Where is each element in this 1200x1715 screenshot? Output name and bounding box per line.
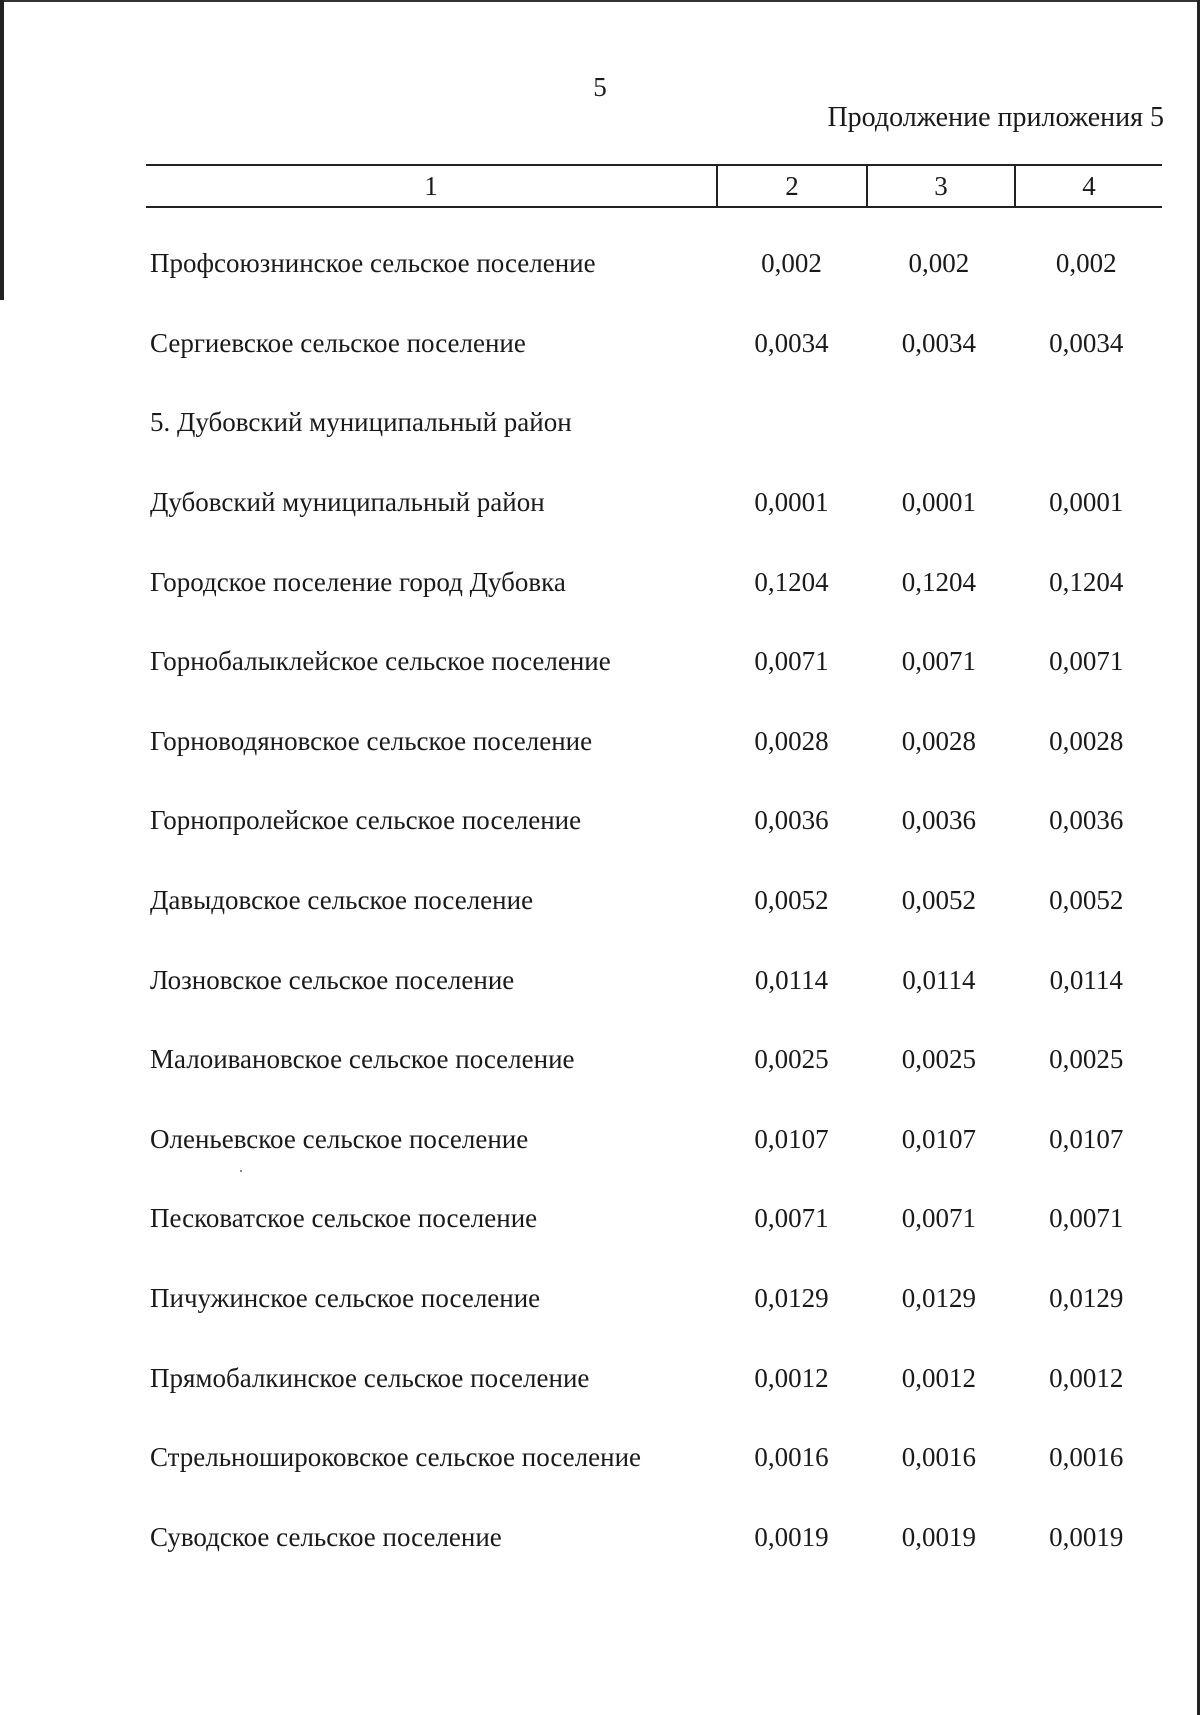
row-name: Городское поселение город Дубовка bbox=[150, 566, 566, 597]
row-name: Малоивановское сельское поселение bbox=[150, 1044, 575, 1075]
row-value-col4: 0,1204 bbox=[1049, 566, 1124, 597]
row-name: Горнобалыклейское сельское поселение bbox=[150, 646, 611, 677]
section-heading-row bbox=[150, 383, 1160, 463]
row-value-col4: 0,0107 bbox=[1049, 1123, 1124, 1154]
header-col-1: 1 bbox=[424, 170, 438, 201]
row-value-col3: 0,0107 bbox=[901, 1123, 976, 1154]
table-row bbox=[150, 463, 1160, 543]
row-name: Суводское сельское поселение bbox=[150, 1521, 502, 1552]
row-value-col2: 0,0107 bbox=[754, 1123, 829, 1154]
row-name: Давыдовское сельское поселение bbox=[150, 885, 534, 916]
table-row bbox=[150, 940, 1160, 1020]
table-header bbox=[146, 164, 1162, 208]
row-value-col2: 0,1204 bbox=[754, 566, 829, 597]
row-value-col4: 0,002 bbox=[1055, 248, 1117, 279]
row-value-col2: 0,0012 bbox=[754, 1362, 829, 1393]
row-name: Горнопролейское сельское поселение bbox=[150, 805, 582, 836]
row-value-col3: 0,1204 bbox=[901, 566, 976, 597]
row-value-col4: 0,0001 bbox=[1049, 487, 1124, 518]
row-value-col4: 0,0071 bbox=[1049, 1203, 1124, 1234]
row-name: Профсоюзнинское сельское поселение bbox=[150, 248, 596, 279]
continuation-label: Продолжение приложения 5 bbox=[827, 102, 1164, 133]
row-value-col2: 0,0016 bbox=[754, 1442, 829, 1473]
table-body bbox=[150, 224, 1160, 1577]
table-row bbox=[150, 304, 1160, 384]
row-value-col2: 0,0034 bbox=[754, 327, 829, 358]
row-value-col4: 0,0071 bbox=[1049, 646, 1124, 677]
row-value-col3: 0,002 bbox=[908, 248, 970, 279]
section-heading: 5. Дубовский муниципальный район bbox=[150, 407, 572, 438]
row-value-col3: 0,0028 bbox=[901, 725, 976, 756]
row-value-col4: 0,0052 bbox=[1049, 885, 1124, 916]
row-name: Горноводяновское сельское поселение bbox=[150, 725, 593, 756]
row-value-col4: 0,0025 bbox=[1049, 1044, 1124, 1075]
scan-edge-left bbox=[0, 0, 4, 300]
row-value-col2: 0,0071 bbox=[754, 1203, 829, 1234]
row-value-col4: 0,0114 bbox=[1049, 964, 1123, 995]
row-value-col3: 0,0019 bbox=[901, 1521, 976, 1552]
row-value-col2: 0,0129 bbox=[754, 1283, 829, 1314]
row-value-col2: 0,0036 bbox=[754, 805, 829, 836]
row-value-col4: 0,0016 bbox=[1049, 1442, 1124, 1473]
table-row bbox=[150, 1100, 1160, 1180]
row-value-col3: 0,0012 bbox=[901, 1362, 976, 1393]
row-name: Оленьевское сельское поселение bbox=[150, 1123, 529, 1154]
row-name: Прямобалкинское сельское поселение bbox=[150, 1362, 590, 1393]
row-value-col3: 0,0016 bbox=[901, 1442, 976, 1473]
row-name: Песковатское сельское поселение bbox=[150, 1203, 538, 1234]
scan-edge-top bbox=[0, 0, 1200, 2]
row-value-col3: 0,0036 bbox=[901, 805, 976, 836]
row-value-col4: 0,0036 bbox=[1049, 805, 1124, 836]
row-name: Стрельноширoковское сельское поселение bbox=[150, 1442, 642, 1473]
table-row bbox=[150, 1259, 1160, 1339]
row-value-col3: 0,0052 bbox=[901, 885, 976, 916]
row-value-col2: 0,0019 bbox=[754, 1521, 829, 1552]
page-number: 5 bbox=[593, 72, 607, 102]
table-row bbox=[150, 224, 1160, 304]
row-value-col3: 0,0071 bbox=[901, 646, 976, 677]
table-row bbox=[150, 1338, 1160, 1418]
row-name: Сергиевское сельское поселение bbox=[150, 327, 526, 358]
row-value-col4: 0,0012 bbox=[1049, 1362, 1124, 1393]
row-name: Пичужинское сельское поселение bbox=[150, 1283, 541, 1314]
header-col-3: 3 bbox=[866, 166, 1014, 206]
row-value-col3: 0,0034 bbox=[901, 327, 976, 358]
row-value-col3: 0,0025 bbox=[901, 1044, 976, 1075]
table-row bbox=[150, 542, 1160, 622]
table-row bbox=[150, 622, 1160, 702]
row-value-col2: 0,0025 bbox=[754, 1044, 829, 1075]
header-col-2: 2 bbox=[716, 166, 866, 206]
row-value-col2: 0,0114 bbox=[754, 964, 829, 995]
row-value-col4: 0,0129 bbox=[1049, 1283, 1124, 1314]
row-value-col2: 0,002 bbox=[761, 248, 822, 279]
table-row bbox=[150, 1498, 1160, 1578]
row-value-col4: 0,0028 bbox=[1049, 725, 1124, 756]
header-col-4: 4 bbox=[1014, 166, 1162, 206]
table-row bbox=[150, 781, 1160, 861]
row-value-col2: 0,0052 bbox=[754, 885, 829, 916]
table-row bbox=[150, 1418, 1160, 1498]
table-row bbox=[150, 1020, 1160, 1100]
row-value-col3: 0,0071 bbox=[901, 1203, 976, 1234]
row-value-col2: 0,0071 bbox=[754, 646, 829, 677]
table-row bbox=[150, 1179, 1160, 1259]
row-value-col4: 0,0019 bbox=[1049, 1521, 1124, 1552]
row-value-col3: 0,0129 bbox=[901, 1283, 976, 1314]
table-row bbox=[150, 702, 1160, 782]
row-value-col2: 0,0028 bbox=[754, 725, 829, 756]
table-row bbox=[150, 861, 1160, 941]
row-name: Лозновское сельское поселение bbox=[150, 964, 515, 995]
row-value-col4: 0,0034 bbox=[1049, 327, 1124, 358]
row-value-col3: 0,0001 bbox=[901, 487, 976, 518]
row-value-col2: 0,0001 bbox=[754, 487, 829, 518]
row-name: Дубовский муниципальный район bbox=[150, 487, 545, 518]
row-value-col3: 0,0114 bbox=[902, 964, 976, 995]
